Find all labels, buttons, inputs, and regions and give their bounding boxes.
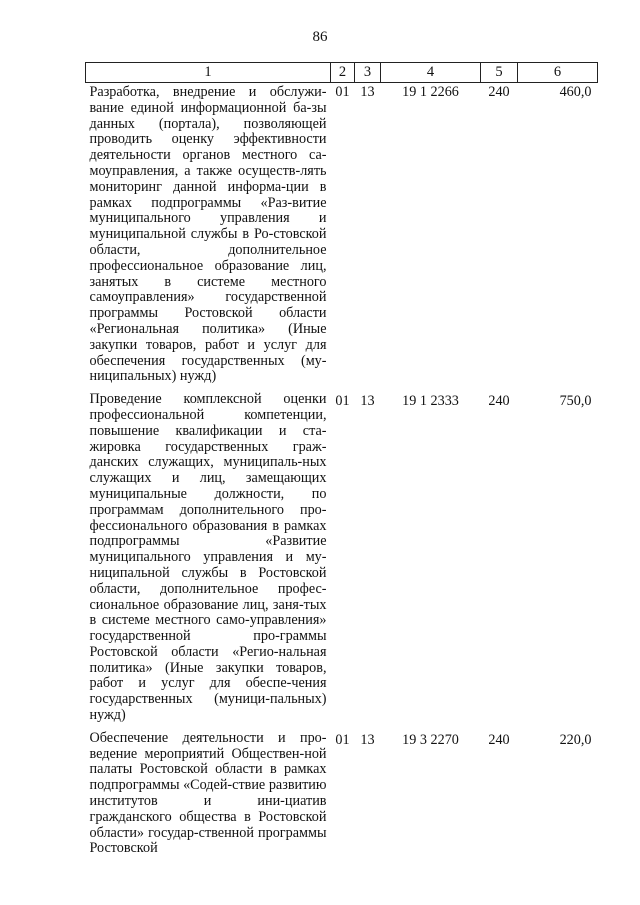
row-col2: 01 [335, 84, 350, 100]
row-col3: 13 [360, 84, 375, 100]
row-amount: 750,0 [559, 393, 592, 410]
row-col5: 240 [488, 393, 510, 410]
row-col3: 13 [360, 731, 375, 748]
row-col5: 240 [488, 84, 510, 100]
page-number: 86 [312, 29, 328, 45]
budget-table [85, 62, 598, 864]
row-col2: 01 [335, 731, 350, 748]
header-col-1: 1 [86, 63, 331, 83]
row-col4: 19 3 2270 [402, 731, 459, 748]
table-row [86, 83, 598, 393]
row-description: Разработка, внедрение и обслужи-вание единой информационной ба-зы данных (портала), позволяющей проводить оценку эффективности деятельности органов местного са-моуправления, а также осуществ-лять мониторинг данной информа-ции в рамках подпрограммы «Раз-витие муниципального управления и муниципальной службы в Ро-стовской области, дополнительное профессиональное образование лиц, занятых в системе местного самоуправления» государственной программы Ростовской области «Региональная политика» (Иные закупки товаров, работ и услуг для обеспечения государственных (му-ниципальных) нужд) [89, 84, 327, 385]
header-col-4: 4 [381, 63, 481, 83]
header-col-2: 2 [331, 63, 355, 83]
header-col-5: 5 [481, 63, 518, 83]
row-col3: 13 [360, 393, 375, 410]
row-col5: 240 [488, 731, 510, 748]
row-col4: 19 1 2333 [402, 393, 459, 410]
row-description: Обеспечение деятельности и про-ведение мероприятий Обществен-ной палаты Ростовской области в рамках подпрограммы «Содей-ствие развитию институтов и ини-циатив гражданского общества в Ростовской области» государ-ственной программы Ростовской [89, 729, 327, 857]
row-amount: 220,0 [559, 731, 592, 748]
row-col4: 19 1 2266 [402, 84, 459, 100]
row-col2: 01 [335, 393, 350, 410]
header-row [86, 63, 598, 83]
header-col-3: 3 [355, 63, 381, 83]
row-description: Проведение комплексной оценки профессиональной компетенции, повышение квалификации и ста-жировка государственных граж-данских служащих, муниципаль-ных служащих и лиц, замещающих муниципальные должности, по программам дополнительного про-фессионального образования в рамках подпрограммы «Развитие муниципального управления и му-ниципальной службы в Ростовской области, дополнительное профес-сиональное образование лиц, заня-тых в системе местного само-управления» государственной про-граммы Ростовской области «Регио-нальная политика» (Иные закупки товаров, работ и услуг для обеспе-чения государственных (муници-пальных) нужд) [89, 391, 327, 724]
table-row [86, 731, 598, 864]
header-col-6: 6 [518, 63, 598, 83]
row-amount: 460,0 [559, 84, 592, 100]
table-row [86, 392, 598, 731]
